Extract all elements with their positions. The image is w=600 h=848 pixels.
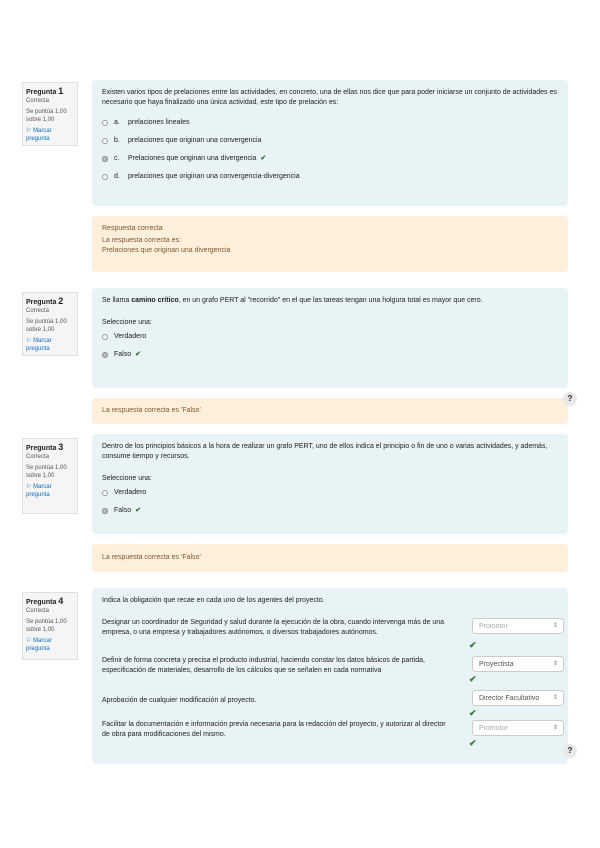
radio-button[interactable] (102, 174, 108, 180)
question-info-1 (22, 82, 78, 146)
select-arrow-icon: ⇕ (552, 695, 558, 701)
question-status: Correcta (26, 608, 50, 614)
option-b[interactable]: b. prelaciones que originan una convergencia (102, 132, 558, 150)
option-false[interactable]: Falso ✔ (102, 502, 558, 520)
correct-check-icon: ✔ (135, 351, 141, 358)
question-text: Se llama camino crítico, en un grafo PERT al "recorrido" en el que las tareas tengan una holgura total es mayor que cero. (102, 297, 483, 304)
question-4-content (92, 588, 568, 764)
flag-question-link[interactable]: ⚐ Marcar pregunta (26, 484, 52, 498)
correct-check-icon: ✔ (260, 155, 267, 162)
flag-icon: ⚐ (26, 638, 32, 644)
flag-question-link[interactable]: ⚐ Marcar pregunta (26, 338, 52, 352)
match-statement: Designar un coordinador de Seguridad y salud durante la ejecución de la obra, cuando intervenga más de una empresa, o una empresa y trabajadores autónomos, o diversos trabajadores autónomos. (102, 619, 445, 636)
match-row (102, 618, 558, 656)
select-arrow-icon: ⇕ (552, 725, 558, 731)
question-info-4 (22, 592, 78, 660)
option-true[interactable]: Verdadero (102, 484, 558, 502)
radio-button-selected[interactable] (102, 508, 108, 514)
radio-button-selected[interactable] (102, 352, 108, 358)
flag-question-link[interactable]: ⚐ Marcar pregunta (26, 128, 52, 142)
question-number: Pregunta 1 (26, 86, 64, 96)
question-number: Pregunta 3 (26, 442, 64, 452)
radio-button[interactable] (102, 120, 108, 126)
match-statement: Facilitar la documentación e información previa necesaria para la redacción del proyecto, y autorizar al director de obra para modificaciones del mismo. (102, 721, 446, 738)
match-statement: Aprobación de cualquier modificación al proyecto. (102, 697, 257, 704)
question-score: Se puntúa 1,00 sobre 1,00 (26, 619, 67, 633)
question-status: Correcta (26, 454, 50, 460)
agent-select[interactable]: Proyectista ⇕ (472, 656, 564, 672)
correct-check-icon: ✔ (469, 738, 477, 748)
flag-question-link[interactable]: ⚐ Marcar pregunta (26, 638, 52, 652)
correct-check-icon: ✔ (469, 708, 477, 718)
question-info-2 (22, 292, 78, 356)
agent-select[interactable]: Promotor ⇕ (472, 720, 564, 736)
option-a[interactable]: a. prelaciones lineales (102, 114, 558, 132)
flag-icon: ⚐ (26, 128, 32, 134)
match-row (102, 690, 558, 720)
question-score: Se puntúa 1,00 sobre 1,00 (26, 319, 67, 333)
question-2-feedback (92, 398, 568, 424)
question-score: Se puntúa 1,00 sobre 1,00 (26, 109, 67, 123)
question-1-content (92, 80, 568, 206)
question-number: Pregunta 4 (26, 596, 64, 606)
match-row (102, 656, 558, 690)
radio-button[interactable] (102, 490, 108, 496)
option-c[interactable]: c. Prelaciones que originan una divergencia ✔ (102, 150, 558, 168)
select-prompt: Seleccione una: (102, 475, 152, 482)
question-score: Se puntúa 1,00 sobre 1,00 (26, 465, 67, 479)
flag-icon: ⚐ (26, 484, 32, 490)
radio-button[interactable] (102, 138, 108, 144)
feedback-line: La respuesta correcta es 'Falso' (102, 554, 201, 561)
flag-icon: ⚐ (26, 338, 32, 344)
agent-select[interactable]: Promotor ⇕ (472, 618, 564, 634)
question-3-feedback (92, 544, 568, 572)
option-d[interactable]: d. prelaciones que originan una convergencia-divergencia (102, 168, 558, 186)
feedback-line: La respuesta correcta es: (102, 237, 181, 244)
match-row (102, 720, 558, 754)
feedback-line: Prelaciones que originan una divergencia (102, 247, 231, 254)
question-number: Pregunta 2 (26, 296, 64, 306)
feedback-line: La respuesta correcta es 'Falso' (102, 407, 201, 414)
question-status: Correcta (26, 308, 50, 314)
select-prompt: Seleccione una: (102, 319, 152, 326)
question-text: Existen varios tipos de prelaciones entre las actividades, en concreto, una de ellas nos dice que para poder iniciarse un conjunto de actividades es necesario que haya finalizado una única actividad, este tipo de prelación es: (102, 89, 557, 106)
correct-check-icon: ✔ (469, 674, 477, 684)
radio-button[interactable] (102, 334, 108, 340)
question-status: Correcta (26, 98, 50, 104)
select-arrow-icon: ⇕ (552, 623, 558, 629)
feedback-line: Respuesta correcta (102, 225, 163, 232)
question-text: Indica la obligación que recae en cada uno de los agentes del proyecto. (102, 597, 325, 604)
correct-check-icon: ✔ (469, 640, 477, 650)
match-statement: Definir de forma concreta y precisa el producto industrial, haciendo constar los datos básicos de partida, especificación de materiales, desarrollo de los cálculos que se señalen en cada normativa (102, 657, 425, 674)
option-false[interactable]: Falso ✔ (102, 346, 558, 364)
help-button[interactable]: ? (563, 392, 577, 406)
question-2-content (92, 288, 568, 388)
help-button[interactable]: ? (563, 744, 577, 758)
question-text: Dentro de los principios básicos a la hora de realizar un grafo PERT, uno de ellos indica el principio o fin de uno o varias actividades, y además, consume tiempo y recursos. (102, 443, 548, 460)
question-3-content (92, 434, 568, 534)
correct-check-icon: ✔ (135, 507, 141, 514)
select-arrow-icon: ⇕ (552, 661, 558, 667)
question-1-feedback (92, 216, 568, 272)
option-true[interactable]: Verdadero (102, 328, 558, 346)
radio-button-selected[interactable] (102, 156, 108, 162)
agent-select[interactable]: Director Facultativo ⇕ (472, 690, 564, 706)
question-info-3 (22, 438, 78, 514)
